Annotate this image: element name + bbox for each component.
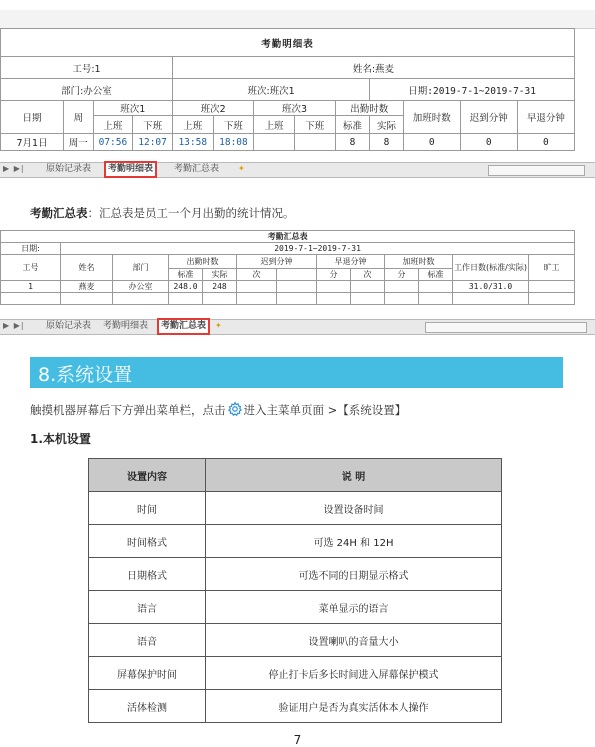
settings-desc: 可选不同的日期显示格式 — [206, 558, 502, 591]
sum-empty — [1, 293, 61, 305]
sum-row-empty — [237, 281, 277, 293]
tab-summary[interactable]: 考勤汇总表 — [157, 318, 210, 335]
sum-row-empty — [277, 281, 317, 293]
table-row — [89, 657, 502, 690]
header-shift2: 班次2 — [172, 101, 253, 116]
sum-row-name: 燕麦 — [61, 281, 113, 293]
sum-row-empty — [529, 281, 575, 293]
summary-caption — [30, 205, 295, 221]
header-s3-on: 上班 — [254, 116, 295, 134]
settings-item: 语音 — [89, 624, 206, 657]
sum-empty — [385, 293, 419, 305]
detail-table — [0, 28, 575, 151]
instruction-after: 进入主菜单页面 >【系统设置】 — [243, 403, 407, 417]
sum-header-early: 早退分钟 — [317, 255, 385, 269]
sum-empty — [237, 293, 277, 305]
row-overtime: 0 — [403, 134, 460, 151]
sum-row-empty — [419, 281, 453, 293]
settings-item: 时间 — [89, 492, 206, 525]
sum-sub-late-times: 次 — [237, 269, 277, 281]
sum-row-workdays: 31.0/31.0 — [453, 281, 529, 293]
row-s1-on: 07:56 — [93, 134, 133, 151]
header-overtime: 加班时数 — [403, 101, 460, 134]
horizontal-scrollbar[interactable] — [488, 165, 585, 176]
header-s3-off: 下班 — [294, 116, 335, 134]
header-shift1: 班次1 — [93, 101, 172, 116]
sum-sub-ot-min: 分 — [385, 269, 419, 281]
sheet-column-header-strip — [0, 10, 595, 29]
header-s2-on: 上班 — [172, 116, 213, 134]
header-s2-off: 下班 — [213, 116, 254, 134]
section-banner — [30, 357, 563, 388]
sum-empty — [203, 293, 237, 305]
summary-caption-text: ：汇总表是员工一个月出勤的统计情况。 — [87, 206, 295, 220]
sum-header-late: 迟到分钟 — [237, 255, 317, 269]
sheet-tab-bar — [0, 319, 595, 335]
detail-shift: 班次:班次1 — [172, 79, 369, 101]
sum-row-empty — [385, 281, 419, 293]
settings-desc: 验证用户是否为真实活体本人操作 — [206, 690, 502, 723]
table-row — [89, 690, 502, 723]
sum-empty — [351, 293, 385, 305]
sum-sub-late-blank — [277, 269, 317, 281]
summary-sheet-screenshot — [0, 230, 595, 336]
table-row — [89, 525, 502, 558]
tab-raw-records[interactable]: 原始记录表 — [46, 321, 92, 331]
detail-emp-id: 工号:1 — [1, 57, 173, 79]
header-late: 迟到分钟 — [460, 101, 517, 134]
summary-table — [0, 230, 575, 305]
settings-desc: 设置设备时间 — [206, 492, 502, 525]
new-sheet-icon[interactable]: ✦ — [215, 321, 222, 330]
settings-item: 日期格式 — [89, 558, 206, 591]
sum-header-emp-id: 工号 — [1, 255, 61, 281]
sum-row-empty — [351, 281, 385, 293]
sum-header-dept: 部门 — [113, 255, 169, 281]
gear-icon — [227, 401, 243, 417]
sum-header-overtime: 加班时数 — [385, 255, 453, 269]
sheet-nav-arrows-icon[interactable]: ▶ ▶| — [3, 164, 25, 173]
row-late: 0 — [460, 134, 517, 151]
sum-sub-actual: 实际 — [203, 269, 237, 281]
settings-table — [88, 458, 502, 723]
header-s1-off: 下班 — [133, 116, 173, 134]
settings-desc: 菜单显示的语言 — [206, 591, 502, 624]
detail-name: 姓名:燕麦 — [172, 57, 574, 79]
header-std: 标准 — [335, 116, 370, 134]
row-actual: 8 — [370, 134, 404, 151]
detail-dept: 部门:办公室 — [1, 79, 173, 101]
settings-item: 时间格式 — [89, 525, 206, 558]
settings-header-item: 设置内容 — [89, 459, 206, 492]
sum-sub-early-times: 次 — [351, 269, 385, 281]
row-s3-off — [294, 134, 335, 151]
settings-item: 活体检测 — [89, 690, 206, 723]
sum-row-emp-id: 1 — [1, 281, 61, 293]
settings-desc: 停止打卡后多长时间进入屏幕保护模式 — [206, 657, 502, 690]
sum-sub-early-min: 分 — [317, 269, 351, 281]
sum-empty — [113, 293, 169, 305]
table-row — [89, 624, 502, 657]
sum-header-attend: 出勤时数 — [169, 255, 237, 269]
subheading: 1.本机设置 — [30, 432, 91, 446]
settings-item: 语言 — [89, 591, 206, 624]
new-sheet-icon[interactable]: ✦ — [238, 164, 245, 173]
row-early: 0 — [517, 134, 574, 151]
sum-row-std: 248.0 — [169, 281, 203, 293]
sum-empty — [453, 293, 529, 305]
sum-header-absent: 旷工 — [529, 255, 575, 281]
summary-caption-label: 考勤汇总表 — [30, 206, 88, 220]
sum-empty — [419, 293, 453, 305]
settings-header-desc: 说 明 — [206, 459, 502, 492]
tab-detail[interactable]: 考勤明细表 — [104, 161, 157, 178]
header-attend-hours: 出勤时数 — [335, 101, 403, 116]
detail-sheet-screenshot — [0, 10, 595, 178]
table-row — [89, 492, 502, 525]
instruction-text — [30, 401, 406, 418]
sum-sub-std: 标准 — [169, 269, 203, 281]
horizontal-scrollbar[interactable] — [425, 322, 587, 333]
row-std: 8 — [335, 134, 370, 151]
row-s2-off: 18:08 — [213, 134, 254, 151]
sum-empty — [61, 293, 113, 305]
header-early: 早退分钟 — [517, 101, 574, 134]
table-row — [1, 134, 575, 151]
row-week: 周一 — [64, 134, 94, 151]
sheet-tab-bar — [0, 162, 595, 178]
page-number: 7 — [293, 733, 302, 747]
sum-sub-ot-std: 标准 — [419, 269, 453, 281]
row-s1-off: 12:07 — [133, 134, 173, 151]
row-s3-on — [254, 134, 295, 151]
tab-summary[interactable]: 考勤汇总表 — [174, 164, 220, 174]
tab-raw-records[interactable]: 原始记录表 — [46, 164, 92, 174]
table-row — [89, 558, 502, 591]
sum-row-empty — [317, 281, 351, 293]
sheet-nav-arrows-icon[interactable]: ▶ ▶| — [3, 321, 25, 330]
header-s1-on: 上班 — [93, 116, 133, 134]
section-title: 8.系统设置 — [38, 364, 133, 386]
summary-period-label: 日期: — [1, 243, 61, 255]
detail-title: 考勤明细表 — [1, 29, 575, 57]
header-week: 周 — [64, 101, 94, 134]
row-date: 7月1日 — [1, 134, 64, 151]
sum-empty — [317, 293, 351, 305]
sum-empty — [529, 293, 575, 305]
table-row — [89, 591, 502, 624]
sum-empty — [277, 293, 317, 305]
settings-item: 屏幕保护时间 — [89, 657, 206, 690]
settings-desc: 设置喇叭的音量大小 — [206, 624, 502, 657]
sum-row-dept: 办公室 — [113, 281, 169, 293]
sum-header-workdays: 工作日数(标准/实际) — [453, 255, 529, 281]
summary-period-value: 2019-7-1~2019-7-31 — [61, 243, 575, 255]
header-shift3: 班次3 — [254, 101, 335, 116]
sum-row-actual: 248 — [203, 281, 237, 293]
detail-period: 日期:2019-7-1~2019-7-31 — [370, 79, 575, 101]
settings-desc: 可选 24H 和 12H — [206, 525, 502, 558]
header-date: 日期 — [1, 101, 64, 134]
header-actual: 实际 — [370, 116, 404, 134]
row-s2-on: 13:58 — [172, 134, 213, 151]
sum-empty — [169, 293, 203, 305]
summary-title: 考勤汇总表 — [1, 231, 575, 243]
tab-detail[interactable]: 考勤明细表 — [103, 321, 149, 331]
sum-header-name: 姓名 — [61, 255, 113, 281]
table-row — [1, 281, 575, 293]
instruction-before: 触摸机器屏幕后下方弹出菜单栏，点击 — [30, 403, 226, 417]
